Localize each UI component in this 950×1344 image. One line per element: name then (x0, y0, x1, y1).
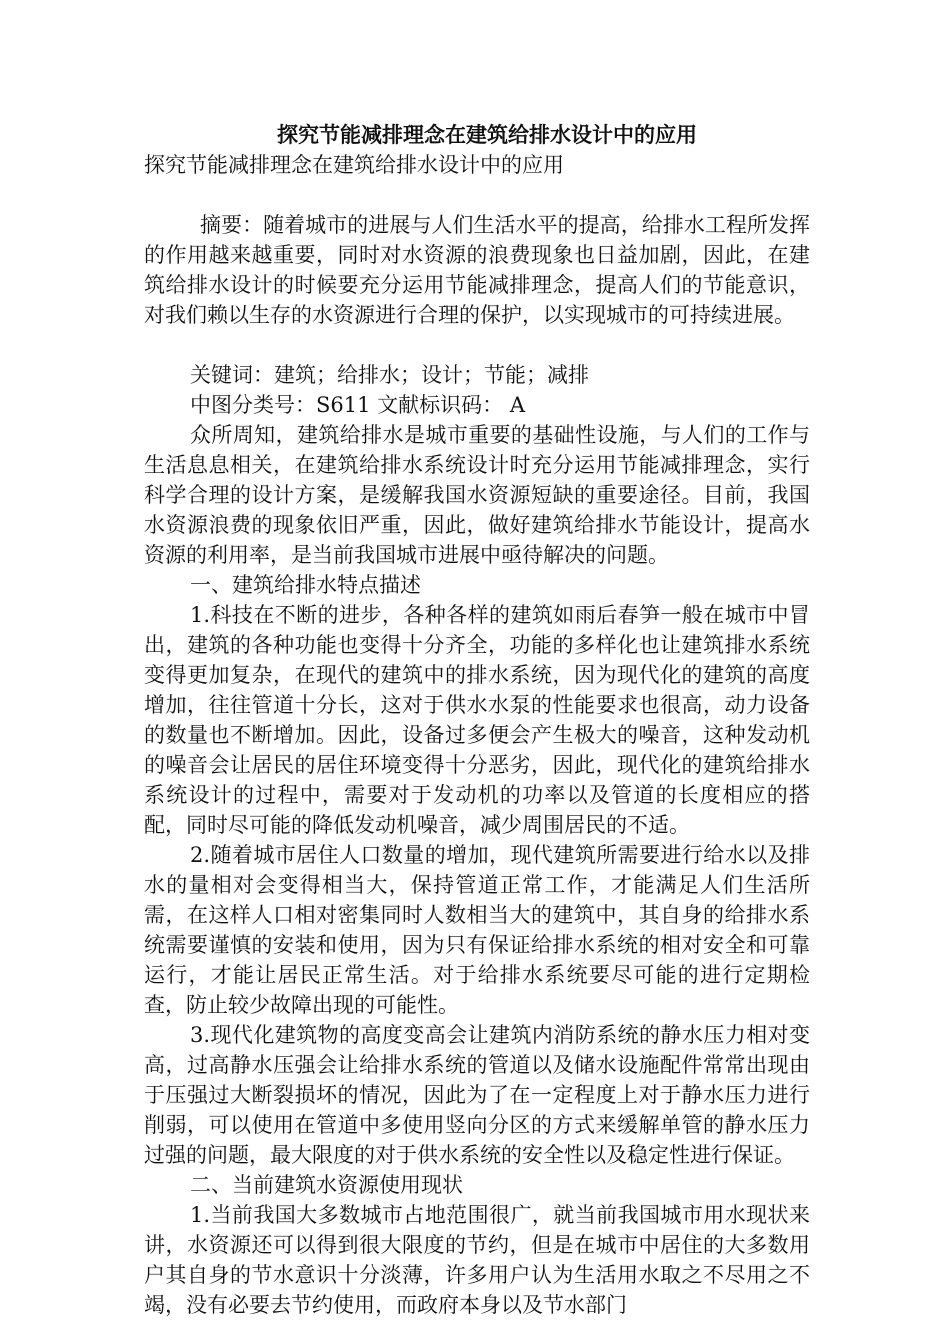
document-title: 探究节能减排理念在建筑给排水设计中的应用 (277, 123, 697, 147)
abstract-paragraph: 摘要：随着城市的进展与人们生活水平的提高，给排水工程所发挥的作用越来越重要，同时对水资源的浪费现象也日益加剧，因此，在建筑给排水设计的时候要充分运用节能减排理念，提高人们的节能意识，对我们赖以生存的水资源进行合理的保护，以实现城市的可持续进展。 (144, 213, 810, 327)
section2-paragraph-1: 1.当前我国大多数城市占地范围很广，就当前我国城市用水现状来讲，水资源还可以得到很大限度的节约，但是在城市中居住的大多数用户其自身的节水意识十分淡薄，许多用户认为生活用水取之不尽用之不竭，没有必要去节约使用，而政府本身以及节水部门 (144, 1203, 810, 1317)
intro-paragraph: 众所周知，建筑给排水是城市重要的基础性设施，与人们的工作与生活息息相关，在建筑给排水系统设计时充分运用节能减排理念，实行科学合理的设计方案，是缓解我国水资源短缺的重要途径。目前，我国水资源浪费的现象依旧严重，因此，做好建筑给排水节能设计，提高水资源的利用率，是当前我国城市进展中亟待解决的问题。 (144, 423, 810, 567)
section1-paragraph-3: 3.现代化建筑物的高度变高会让建筑内消防系统的静水压力相对变高，过高静水压强会让给排水系统的管道以及储水设施配件常常出现由于压强过大断裂损坏的情况，因此为了在一定程度上对于静水压力进行削弱，可以使用在管道中多使用竖向分区的方式来缓解单管的静水压力过强的问题，最大限度的对于供水系统的安全性以及稳定性进行保证。 (144, 1023, 810, 1167)
section-heading-1: 一、建筑给排水特点描述 (190, 573, 421, 597)
keywords-line: 关键词：建筑；给排水；设计；节能；减排 (190, 363, 589, 387)
document-page (144, 120, 810, 1320)
section1-paragraph-2: 2.随着城市居住人口数量的增加，现代建筑所需要进行给水以及排水的量相对会变得相当大，保持管道正常工作，才能满足人们生活所需，在这样人口相对密集同时人数相当大的建筑中，其自身的给排水系统需要谨慎的安装和使用，因为只有保证给排水系统的相对安全和可靠运行，才能让居民正常生活。对于给排水系统要尽可能的进行定期检查，防止较少故障出现的可能性。 (144, 843, 810, 1017)
section-heading-2: 二、当前建筑水资源使用现状 (190, 1173, 463, 1197)
section1-paragraph-1: 1.科技在不断的进步，各种各样的建筑如雨后春笋一般在城市中冒出，建筑的各种功能也变得十分齐全，功能的多样化也让建筑排水系统变得更加复杂，在现代的建筑中的排水系统，因为现代化的建筑的高度增加，往往管道十分长，这对于供水水泵的性能要求也很高，动力设备的数量也不断增加。因此，设备过多便会产生极大的噪音，这种发动机的噪音会让居民的居住环境变得十分恶劣，因此，现代化的建筑给排水系统设计的过程中，需要对于发动机的功率以及管道的长度相应的搭配，同时尽可能的降低发动机噪音，减少周围居民的不适。 (144, 603, 810, 837)
classification-line: 中图分类号：S611 文献标识码： A (190, 393, 525, 417)
document-subtitle: 探究节能减排理念在建筑给排水设计中的应用 (144, 153, 564, 177)
